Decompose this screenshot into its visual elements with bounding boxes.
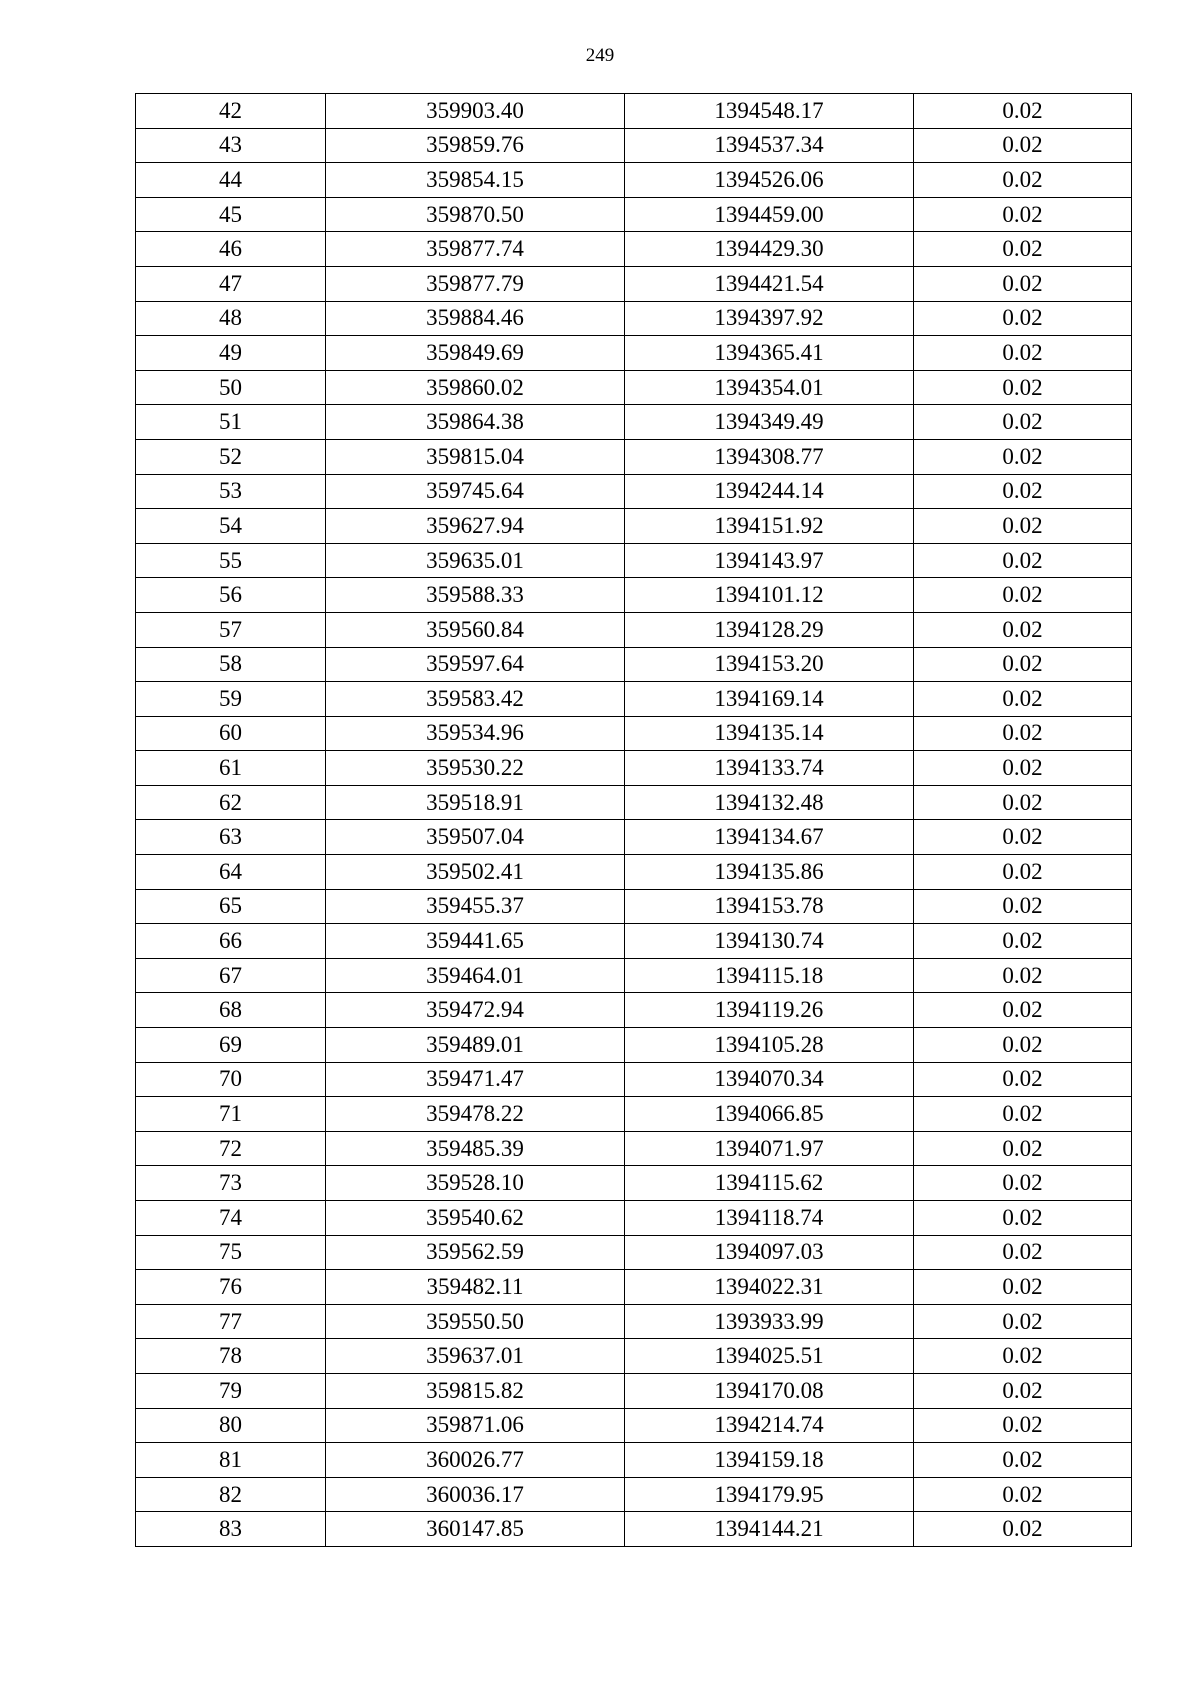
point-number-cell: 55 [136, 543, 326, 578]
y-coordinate-cell: 1394349.49 [625, 405, 914, 440]
error-value-cell: 0.02 [914, 266, 1132, 301]
table-row [136, 1477, 1132, 1512]
y-coordinate-cell: 1394308.77 [625, 439, 914, 474]
x-coordinate-cell: 359903.40 [326, 94, 625, 129]
y-coordinate-cell: 1394159.18 [625, 1443, 914, 1478]
y-coordinate-cell: 1394066.85 [625, 1097, 914, 1132]
y-coordinate-cell: 1394143.97 [625, 543, 914, 578]
point-number-cell: 77 [136, 1304, 326, 1339]
table-row [136, 751, 1132, 786]
error-value-cell: 0.02 [914, 578, 1132, 613]
x-coordinate-cell: 359859.76 [326, 128, 625, 163]
y-coordinate-cell: 1394365.41 [625, 336, 914, 371]
table-row [136, 612, 1132, 647]
error-value-cell: 0.02 [914, 1166, 1132, 1201]
x-coordinate-cell: 359562.59 [326, 1235, 625, 1270]
x-coordinate-cell: 359478.22 [326, 1097, 625, 1132]
x-coordinate-cell: 359860.02 [326, 370, 625, 405]
y-coordinate-cell: 1394151.92 [625, 509, 914, 544]
point-number-cell: 42 [136, 94, 326, 129]
error-value-cell: 0.02 [914, 751, 1132, 786]
y-coordinate-cell: 1394144.21 [625, 1512, 914, 1547]
table-row [136, 439, 1132, 474]
y-coordinate-cell: 1394022.31 [625, 1270, 914, 1305]
x-coordinate-cell: 359482.11 [326, 1270, 625, 1305]
table-row [136, 1097, 1132, 1132]
error-value-cell: 0.02 [914, 1201, 1132, 1236]
error-value-cell: 0.02 [914, 993, 1132, 1028]
point-number-cell: 80 [136, 1408, 326, 1443]
x-coordinate-cell: 359627.94 [326, 509, 625, 544]
table-row [136, 578, 1132, 613]
error-value-cell: 0.02 [914, 1270, 1132, 1305]
table-row [136, 509, 1132, 544]
error-value-cell: 0.02 [914, 474, 1132, 509]
table-row [136, 266, 1132, 301]
y-coordinate-cell: 1394153.78 [625, 889, 914, 924]
y-coordinate-cell: 1394097.03 [625, 1235, 914, 1270]
point-number-cell: 53 [136, 474, 326, 509]
error-value-cell: 0.02 [914, 1512, 1132, 1547]
y-coordinate-cell: 1394119.26 [625, 993, 914, 1028]
error-value-cell: 0.02 [914, 94, 1132, 129]
point-number-cell: 43 [136, 128, 326, 163]
table-row [136, 1304, 1132, 1339]
point-number-cell: 44 [136, 163, 326, 198]
x-coordinate-cell: 359815.82 [326, 1373, 625, 1408]
point-number-cell: 57 [136, 612, 326, 647]
table-row [136, 94, 1132, 129]
error-value-cell: 0.02 [914, 958, 1132, 993]
error-value-cell: 0.02 [914, 405, 1132, 440]
y-coordinate-cell: 1394115.18 [625, 958, 914, 993]
table-row [136, 543, 1132, 578]
point-number-cell: 48 [136, 301, 326, 336]
x-coordinate-cell: 359507.04 [326, 820, 625, 855]
point-number-cell: 74 [136, 1201, 326, 1236]
y-coordinate-cell: 1394118.74 [625, 1201, 914, 1236]
error-value-cell: 0.02 [914, 820, 1132, 855]
point-number-cell: 70 [136, 1062, 326, 1097]
y-coordinate-cell: 1394025.51 [625, 1339, 914, 1374]
x-coordinate-cell: 359849.69 [326, 336, 625, 371]
point-number-cell: 58 [136, 647, 326, 682]
error-value-cell: 0.02 [914, 1097, 1132, 1132]
y-coordinate-cell: 1394179.95 [625, 1477, 914, 1512]
point-number-cell: 66 [136, 924, 326, 959]
point-number-cell: 62 [136, 785, 326, 820]
table-body [136, 94, 1132, 1547]
x-coordinate-cell: 359884.46 [326, 301, 625, 336]
y-coordinate-cell: 1394459.00 [625, 197, 914, 232]
point-number-cell: 75 [136, 1235, 326, 1270]
error-value-cell: 0.02 [914, 232, 1132, 267]
error-value-cell: 0.02 [914, 1443, 1132, 1478]
x-coordinate-cell: 359635.01 [326, 543, 625, 578]
x-coordinate-cell: 359502.41 [326, 855, 625, 890]
y-coordinate-cell: 1394128.29 [625, 612, 914, 647]
error-value-cell: 0.02 [914, 647, 1132, 682]
error-value-cell: 0.02 [914, 439, 1132, 474]
table-row [136, 1131, 1132, 1166]
table-row [136, 889, 1132, 924]
y-coordinate-cell: 1394537.34 [625, 128, 914, 163]
error-value-cell: 0.02 [914, 301, 1132, 336]
error-value-cell: 0.02 [914, 370, 1132, 405]
table-row [136, 1270, 1132, 1305]
error-value-cell: 0.02 [914, 543, 1132, 578]
point-number-cell: 64 [136, 855, 326, 890]
y-coordinate-cell: 1394134.67 [625, 820, 914, 855]
error-value-cell: 0.02 [914, 1131, 1132, 1166]
y-coordinate-cell: 1394130.74 [625, 924, 914, 959]
x-coordinate-cell: 359597.64 [326, 647, 625, 682]
table-row [136, 301, 1132, 336]
x-coordinate-cell: 359637.01 [326, 1339, 625, 1374]
x-coordinate-cell: 359489.01 [326, 1028, 625, 1063]
x-coordinate-cell: 359534.96 [326, 716, 625, 751]
x-coordinate-cell: 360026.77 [326, 1443, 625, 1478]
table-row [136, 647, 1132, 682]
table-row [136, 197, 1132, 232]
point-number-cell: 67 [136, 958, 326, 993]
x-coordinate-cell: 359588.33 [326, 578, 625, 613]
error-value-cell: 0.02 [914, 682, 1132, 717]
x-coordinate-cell: 359472.94 [326, 993, 625, 1028]
point-number-cell: 56 [136, 578, 326, 613]
error-value-cell: 0.02 [914, 785, 1132, 820]
error-value-cell: 0.02 [914, 1339, 1132, 1374]
error-value-cell: 0.02 [914, 1408, 1132, 1443]
point-number-cell: 73 [136, 1166, 326, 1201]
error-value-cell: 0.02 [914, 1062, 1132, 1097]
point-number-cell: 51 [136, 405, 326, 440]
table-row [136, 1028, 1132, 1063]
y-coordinate-cell: 1394429.30 [625, 232, 914, 267]
table-row [136, 336, 1132, 371]
error-value-cell: 0.02 [914, 1235, 1132, 1270]
error-value-cell: 0.02 [914, 889, 1132, 924]
x-coordinate-cell: 359540.62 [326, 1201, 625, 1236]
y-coordinate-cell: 1394548.17 [625, 94, 914, 129]
table-row [136, 1166, 1132, 1201]
x-coordinate-cell: 359745.64 [326, 474, 625, 509]
y-coordinate-cell: 1394071.97 [625, 1131, 914, 1166]
error-value-cell: 0.02 [914, 716, 1132, 751]
x-coordinate-cell: 359455.37 [326, 889, 625, 924]
x-coordinate-cell: 359877.74 [326, 232, 625, 267]
point-number-cell: 65 [136, 889, 326, 924]
error-value-cell: 0.02 [914, 1477, 1132, 1512]
y-coordinate-cell: 1394135.86 [625, 855, 914, 890]
table-row [136, 993, 1132, 1028]
y-coordinate-cell: 1394397.92 [625, 301, 914, 336]
point-number-cell: 63 [136, 820, 326, 855]
y-coordinate-cell: 1394170.08 [625, 1373, 914, 1408]
x-coordinate-cell: 360147.85 [326, 1512, 625, 1547]
point-number-cell: 47 [136, 266, 326, 301]
table-row [136, 958, 1132, 993]
table-row [136, 232, 1132, 267]
table-row [136, 716, 1132, 751]
point-number-cell: 83 [136, 1512, 326, 1547]
x-coordinate-cell: 359550.50 [326, 1304, 625, 1339]
x-coordinate-cell: 359815.04 [326, 439, 625, 474]
point-number-cell: 52 [136, 439, 326, 474]
table-row [136, 405, 1132, 440]
table-row [136, 682, 1132, 717]
point-number-cell: 50 [136, 370, 326, 405]
error-value-cell: 0.02 [914, 197, 1132, 232]
y-coordinate-cell: 1394105.28 [625, 1028, 914, 1063]
y-coordinate-cell: 1394115.62 [625, 1166, 914, 1201]
y-coordinate-cell: 1394135.14 [625, 716, 914, 751]
x-coordinate-cell: 359518.91 [326, 785, 625, 820]
error-value-cell: 0.02 [914, 1028, 1132, 1063]
y-coordinate-cell: 1394070.34 [625, 1062, 914, 1097]
point-number-cell: 81 [136, 1443, 326, 1478]
table-row [136, 370, 1132, 405]
x-coordinate-cell: 359583.42 [326, 682, 625, 717]
x-coordinate-cell: 359871.06 [326, 1408, 625, 1443]
x-coordinate-cell: 359528.10 [326, 1166, 625, 1201]
point-number-cell: 78 [136, 1339, 326, 1374]
y-coordinate-cell: 1394244.14 [625, 474, 914, 509]
table-row [136, 1339, 1132, 1374]
x-coordinate-cell: 359485.39 [326, 1131, 625, 1166]
error-value-cell: 0.02 [914, 855, 1132, 890]
point-number-cell: 60 [136, 716, 326, 751]
table-row [136, 924, 1132, 959]
error-value-cell: 0.02 [914, 128, 1132, 163]
y-coordinate-cell: 1394153.20 [625, 647, 914, 682]
x-coordinate-cell: 359870.50 [326, 197, 625, 232]
point-number-cell: 82 [136, 1477, 326, 1512]
x-coordinate-cell: 360036.17 [326, 1477, 625, 1512]
coordinates-table [135, 93, 1132, 1547]
y-coordinate-cell: 1394214.74 [625, 1408, 914, 1443]
y-coordinate-cell: 1394169.14 [625, 682, 914, 717]
point-number-cell: 45 [136, 197, 326, 232]
error-value-cell: 0.02 [914, 924, 1132, 959]
point-number-cell: 71 [136, 1097, 326, 1132]
point-number-cell: 69 [136, 1028, 326, 1063]
page-number: 249 [585, 45, 615, 66]
table-row [136, 855, 1132, 890]
x-coordinate-cell: 359854.15 [326, 163, 625, 198]
table-row [136, 1443, 1132, 1478]
x-coordinate-cell: 359864.38 [326, 405, 625, 440]
x-coordinate-cell: 359441.65 [326, 924, 625, 959]
y-coordinate-cell: 1394354.01 [625, 370, 914, 405]
point-number-cell: 59 [136, 682, 326, 717]
point-number-cell: 79 [136, 1373, 326, 1408]
x-coordinate-cell: 359471.47 [326, 1062, 625, 1097]
point-number-cell: 61 [136, 751, 326, 786]
point-number-cell: 76 [136, 1270, 326, 1305]
table-row [136, 785, 1132, 820]
error-value-cell: 0.02 [914, 1373, 1132, 1408]
y-coordinate-cell: 1394132.48 [625, 785, 914, 820]
table-row [136, 1408, 1132, 1443]
x-coordinate-cell: 359530.22 [326, 751, 625, 786]
error-value-cell: 0.02 [914, 336, 1132, 371]
point-number-cell: 49 [136, 336, 326, 371]
x-coordinate-cell: 359464.01 [326, 958, 625, 993]
y-coordinate-cell: 1394133.74 [625, 751, 914, 786]
y-coordinate-cell: 1394421.54 [625, 266, 914, 301]
table-row [136, 1373, 1132, 1408]
y-coordinate-cell: 1394526.06 [625, 163, 914, 198]
table-row [136, 163, 1132, 198]
table-row [136, 474, 1132, 509]
table-row [136, 1235, 1132, 1270]
y-coordinate-cell: 1393933.99 [625, 1304, 914, 1339]
point-number-cell: 68 [136, 993, 326, 1028]
error-value-cell: 0.02 [914, 612, 1132, 647]
y-coordinate-cell: 1394101.12 [625, 578, 914, 613]
error-value-cell: 0.02 [914, 509, 1132, 544]
x-coordinate-cell: 359877.79 [326, 266, 625, 301]
point-number-cell: 72 [136, 1131, 326, 1166]
point-number-cell: 46 [136, 232, 326, 267]
x-coordinate-cell: 359560.84 [326, 612, 625, 647]
table-row [136, 820, 1132, 855]
point-number-cell: 54 [136, 509, 326, 544]
table-row [136, 1201, 1132, 1236]
error-value-cell: 0.02 [914, 163, 1132, 198]
table-row [136, 128, 1132, 163]
table-row [136, 1512, 1132, 1547]
error-value-cell: 0.02 [914, 1304, 1132, 1339]
table-row [136, 1062, 1132, 1097]
